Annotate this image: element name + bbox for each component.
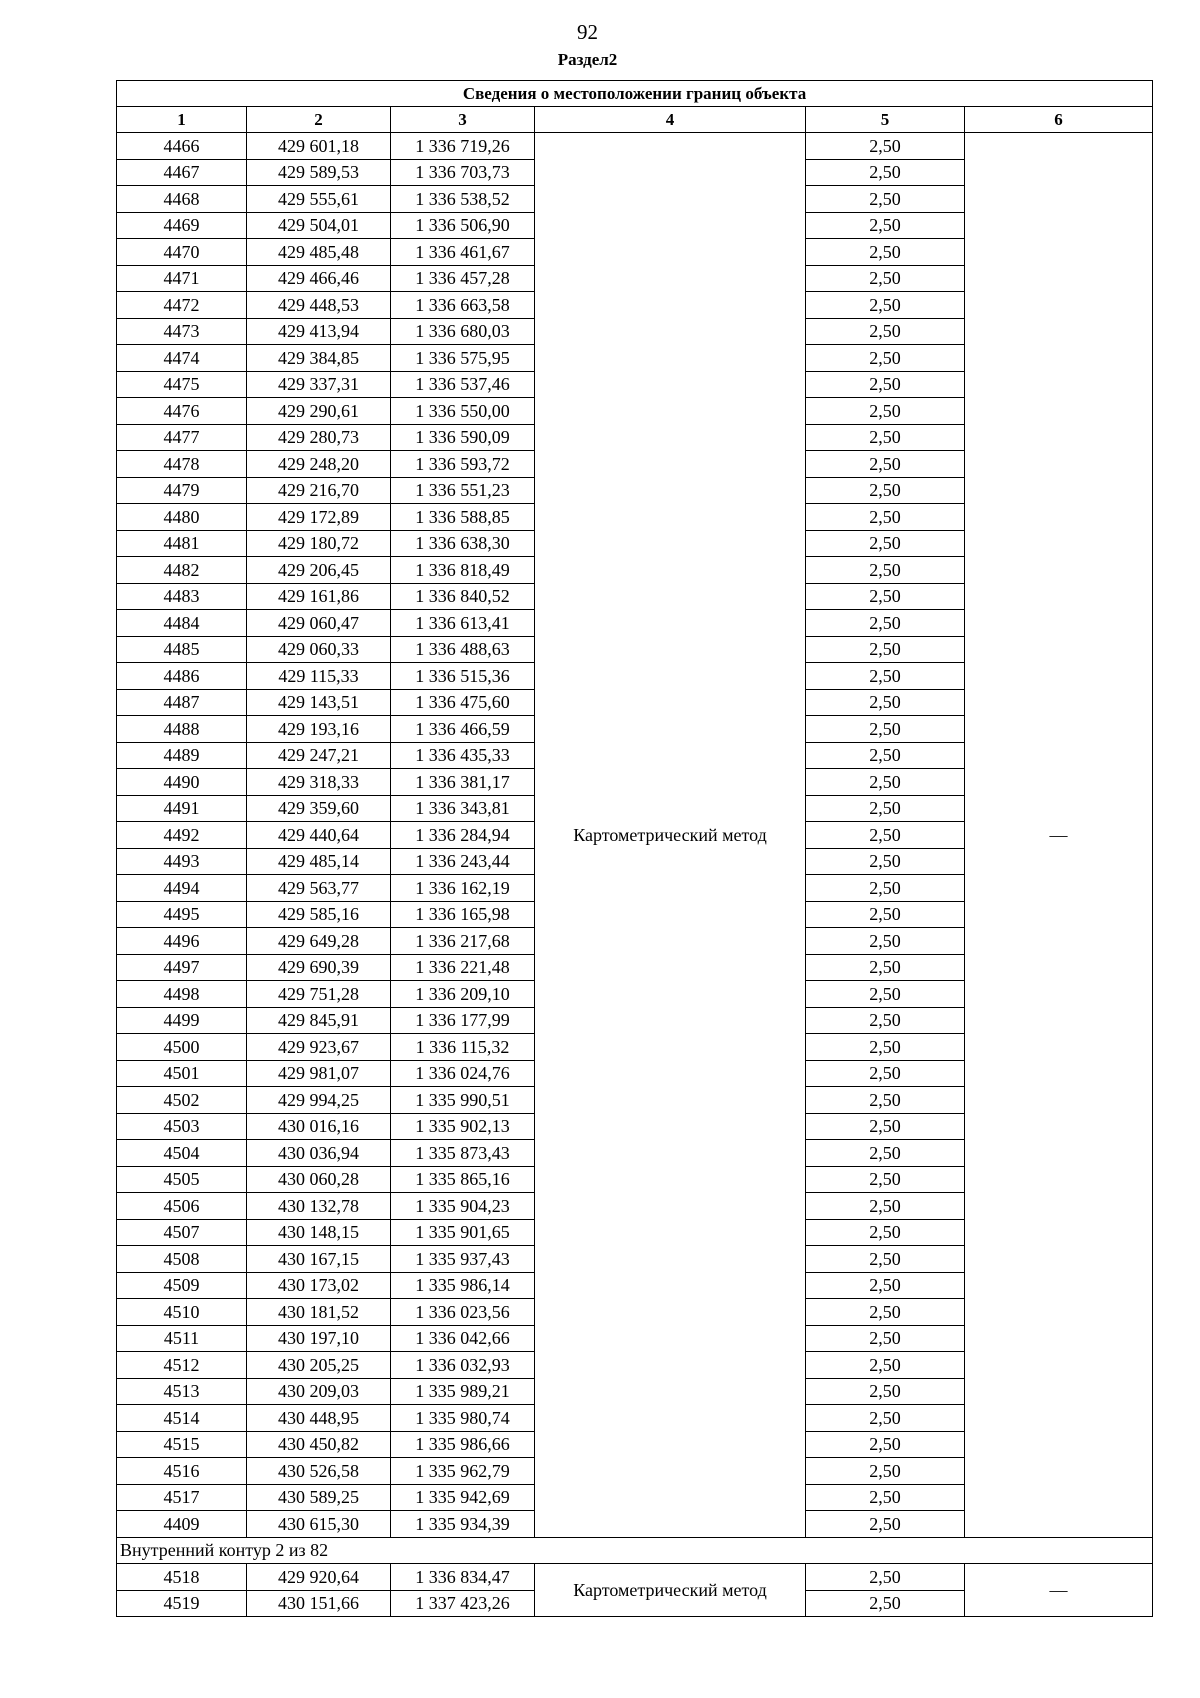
y-coordinate-cell: 1 336 575,95 (391, 345, 535, 372)
y-coordinate-cell: 1 336 209,10 (391, 981, 535, 1008)
x-coordinate-cell: 429 485,14 (247, 848, 391, 875)
y-coordinate-cell: 1 336 719,26 (391, 133, 535, 160)
x-coordinate-cell: 429 589,53 (247, 159, 391, 186)
accuracy-cell: 2,50 (806, 954, 965, 981)
x-coordinate-cell: 429 161,86 (247, 583, 391, 610)
x-coordinate-cell: 429 359,60 (247, 795, 391, 822)
accuracy-cell: 2,50 (806, 1405, 965, 1432)
accuracy-cell: 2,50 (806, 716, 965, 743)
y-coordinate-cell: 1 336 165,98 (391, 901, 535, 928)
y-coordinate-cell: 1 336 834,47 (391, 1564, 535, 1591)
y-coordinate-cell: 1 336 703,73 (391, 159, 535, 186)
y-coordinate-cell: 1 336 663,58 (391, 292, 535, 319)
accuracy-cell: 2,50 (806, 1564, 965, 1591)
point-number-cell: 4499 (117, 1007, 247, 1034)
point-number-cell: 4514 (117, 1405, 247, 1432)
x-coordinate-cell: 430 016,16 (247, 1113, 391, 1140)
accuracy-cell: 2,50 (806, 769, 965, 796)
accuracy-cell: 2,50 (806, 1060, 965, 1087)
x-coordinate-cell: 429 845,91 (247, 1007, 391, 1034)
x-coordinate-cell: 430 589,25 (247, 1484, 391, 1511)
page-number: 92 (577, 20, 598, 44)
x-coordinate-cell: 429 555,61 (247, 186, 391, 213)
x-coordinate-cell: 430 448,95 (247, 1405, 391, 1432)
y-coordinate-cell: 1 336 221,48 (391, 954, 535, 981)
x-coordinate-cell: 429 585,16 (247, 901, 391, 928)
accuracy-cell: 2,50 (806, 1246, 965, 1273)
point-number-cell: 4518 (117, 1564, 247, 1591)
point-number-cell: 4515 (117, 1431, 247, 1458)
x-coordinate-cell: 430 148,15 (247, 1219, 391, 1246)
x-coordinate-cell: 429 601,18 (247, 133, 391, 160)
y-coordinate-cell: 1 335 986,66 (391, 1431, 535, 1458)
y-coordinate-cell: 1 336 537,46 (391, 371, 535, 398)
accuracy-cell: 2,50 (806, 477, 965, 504)
y-coordinate-cell: 1 336 115,32 (391, 1034, 535, 1061)
x-coordinate-cell: 429 440,64 (247, 822, 391, 849)
point-number-cell: 4504 (117, 1140, 247, 1167)
point-number-cell: 4491 (117, 795, 247, 822)
point-number-cell: 4472 (117, 292, 247, 319)
point-number-cell: 4501 (117, 1060, 247, 1087)
y-coordinate-cell: 1 336 551,23 (391, 477, 535, 504)
point-number-cell: 4516 (117, 1458, 247, 1485)
x-coordinate-cell: 430 060,28 (247, 1166, 391, 1193)
x-coordinate-cell: 429 337,31 (247, 371, 391, 398)
point-number-cell: 4486 (117, 663, 247, 690)
x-coordinate-cell: 429 143,51 (247, 689, 391, 716)
column-header: 4 (535, 107, 806, 133)
accuracy-cell: 2,50 (806, 1166, 965, 1193)
y-coordinate-cell: 1 337 423,26 (391, 1590, 535, 1617)
point-number-cell: 4476 (117, 398, 247, 425)
x-coordinate-cell: 429 923,67 (247, 1034, 391, 1061)
accuracy-cell: 2,50 (806, 345, 965, 372)
y-coordinate-cell: 1 336 515,36 (391, 663, 535, 690)
x-coordinate-cell: 429 649,28 (247, 928, 391, 955)
accuracy-cell: 2,50 (806, 1431, 965, 1458)
accuracy-cell: 2,50 (806, 742, 965, 769)
x-coordinate-cell: 429 216,70 (247, 477, 391, 504)
y-coordinate-cell: 1 336 243,44 (391, 848, 535, 875)
x-coordinate-cell: 429 466,46 (247, 265, 391, 292)
x-coordinate-cell: 430 209,03 (247, 1378, 391, 1405)
point-number-cell: 4502 (117, 1087, 247, 1114)
x-coordinate-cell: 429 290,61 (247, 398, 391, 425)
point-number-cell: 4487 (117, 689, 247, 716)
y-coordinate-cell: 1 335 902,13 (391, 1113, 535, 1140)
y-coordinate-cell: 1 335 980,74 (391, 1405, 535, 1432)
y-coordinate-cell: 1 336 284,94 (391, 822, 535, 849)
accuracy-cell: 2,50 (806, 451, 965, 478)
point-number-cell: 4481 (117, 530, 247, 557)
x-coordinate-cell: 430 036,94 (247, 1140, 391, 1167)
accuracy-cell: 2,50 (806, 424, 965, 451)
accuracy-cell: 2,50 (806, 848, 965, 875)
accuracy-cell: 2,50 (806, 239, 965, 266)
y-coordinate-cell: 1 335 986,14 (391, 1272, 535, 1299)
accuracy-cell: 2,50 (806, 1325, 965, 1352)
y-coordinate-cell: 1 336 593,72 (391, 451, 535, 478)
y-coordinate-cell: 1 336 550,00 (391, 398, 535, 425)
y-coordinate-cell: 1 336 435,33 (391, 742, 535, 769)
accuracy-cell: 2,50 (806, 557, 965, 584)
y-coordinate-cell: 1 335 904,23 (391, 1193, 535, 1220)
point-number-cell: 4492 (117, 822, 247, 849)
point-number-cell: 4509 (117, 1272, 247, 1299)
y-coordinate-cell: 1 335 901,65 (391, 1219, 535, 1246)
y-coordinate-cell: 1 335 989,21 (391, 1378, 535, 1405)
description-cell: — (965, 133, 1153, 1538)
y-coordinate-cell: 1 336 461,67 (391, 239, 535, 266)
accuracy-cell: 2,50 (806, 1219, 965, 1246)
accuracy-cell: 2,50 (806, 398, 965, 425)
point-number-cell: 4474 (117, 345, 247, 372)
contour-label: Внутренний контур 2 из 82 (117, 1537, 1153, 1564)
x-coordinate-cell: 429 060,33 (247, 636, 391, 663)
point-number-cell: 4470 (117, 239, 247, 266)
accuracy-cell: 2,50 (806, 133, 965, 160)
x-coordinate-cell: 429 690,39 (247, 954, 391, 981)
accuracy-cell: 2,50 (806, 928, 965, 955)
accuracy-cell: 2,50 (806, 1193, 965, 1220)
x-coordinate-cell: 430 181,52 (247, 1299, 391, 1326)
accuracy-cell: 2,50 (806, 1299, 965, 1326)
method-cell: Картометрический метод (535, 1564, 806, 1617)
x-coordinate-cell: 430 526,58 (247, 1458, 391, 1485)
x-coordinate-cell: 429 384,85 (247, 345, 391, 372)
table-row (117, 133, 1153, 160)
point-number-cell: 4468 (117, 186, 247, 213)
point-number-cell: 4480 (117, 504, 247, 531)
point-number-cell: 4505 (117, 1166, 247, 1193)
point-number-cell: 4489 (117, 742, 247, 769)
accuracy-cell: 2,50 (806, 1140, 965, 1167)
accuracy-cell: 2,50 (806, 981, 965, 1008)
accuracy-cell: 2,50 (806, 795, 965, 822)
accuracy-cell: 2,50 (806, 663, 965, 690)
accuracy-cell: 2,50 (806, 1272, 965, 1299)
point-number-cell: 4488 (117, 716, 247, 743)
table-row (117, 1564, 1153, 1591)
accuracy-cell: 2,50 (806, 1034, 965, 1061)
y-coordinate-cell: 1 336 032,93 (391, 1352, 535, 1379)
point-number-cell: 4469 (117, 212, 247, 239)
x-coordinate-cell: 429 193,16 (247, 716, 391, 743)
y-coordinate-cell: 1 336 488,63 (391, 636, 535, 663)
column-header: 2 (247, 107, 391, 133)
point-number-cell: 4467 (117, 159, 247, 186)
accuracy-cell: 2,50 (806, 1113, 965, 1140)
point-number-cell: 4519 (117, 1590, 247, 1617)
x-coordinate-cell: 429 060,47 (247, 610, 391, 637)
accuracy-cell: 2,50 (806, 1352, 965, 1379)
x-coordinate-cell: 429 751,28 (247, 981, 391, 1008)
point-number-cell: 4497 (117, 954, 247, 981)
y-coordinate-cell: 1 336 506,90 (391, 212, 535, 239)
x-coordinate-cell: 429 318,33 (247, 769, 391, 796)
x-coordinate-cell: 429 180,72 (247, 530, 391, 557)
point-number-cell: 4479 (117, 477, 247, 504)
y-coordinate-cell: 1 336 538,52 (391, 186, 535, 213)
y-coordinate-cell: 1 336 613,41 (391, 610, 535, 637)
accuracy-cell: 2,50 (806, 504, 965, 531)
description-cell: — (965, 1564, 1153, 1617)
y-coordinate-cell: 1 335 934,39 (391, 1511, 535, 1538)
x-coordinate-cell: 430 615,30 (247, 1511, 391, 1538)
accuracy-cell: 2,50 (806, 1458, 965, 1485)
y-coordinate-cell: 1 336 343,81 (391, 795, 535, 822)
table-title: Сведения о местоположении границ объекта (117, 81, 1153, 107)
y-coordinate-cell: 1 335 873,43 (391, 1140, 535, 1167)
y-coordinate-cell: 1 336 023,56 (391, 1299, 535, 1326)
x-coordinate-cell: 429 206,45 (247, 557, 391, 584)
accuracy-cell: 2,50 (806, 159, 965, 186)
y-coordinate-cell: 1 336 042,66 (391, 1325, 535, 1352)
point-number-cell: 4485 (117, 636, 247, 663)
accuracy-cell: 2,50 (806, 822, 965, 849)
y-coordinate-cell: 1 336 217,68 (391, 928, 535, 955)
y-coordinate-cell: 1 335 990,51 (391, 1087, 535, 1114)
y-coordinate-cell: 1 336 381,17 (391, 769, 535, 796)
x-coordinate-cell: 429 115,33 (247, 663, 391, 690)
accuracy-cell: 2,50 (806, 1378, 965, 1405)
x-coordinate-cell: 429 504,01 (247, 212, 391, 239)
y-coordinate-cell: 1 335 937,43 (391, 1246, 535, 1273)
x-coordinate-cell: 429 981,07 (247, 1060, 391, 1087)
x-coordinate-cell: 429 247,21 (247, 742, 391, 769)
y-coordinate-cell: 1 335 942,69 (391, 1484, 535, 1511)
y-coordinate-cell: 1 335 962,79 (391, 1458, 535, 1485)
x-coordinate-cell: 429 920,64 (247, 1564, 391, 1591)
accuracy-cell: 2,50 (806, 1007, 965, 1034)
point-number-cell: 4498 (117, 981, 247, 1008)
y-coordinate-cell: 1 336 162,19 (391, 875, 535, 902)
x-coordinate-cell: 429 172,89 (247, 504, 391, 531)
point-number-cell: 4475 (117, 371, 247, 398)
x-coordinate-cell: 430 132,78 (247, 1193, 391, 1220)
y-coordinate-cell: 1 336 024,76 (391, 1060, 535, 1087)
accuracy-cell: 2,50 (806, 186, 965, 213)
accuracy-cell: 2,50 (806, 1590, 965, 1617)
y-coordinate-cell: 1 336 177,99 (391, 1007, 535, 1034)
accuracy-cell: 2,50 (806, 318, 965, 345)
x-coordinate-cell: 430 173,02 (247, 1272, 391, 1299)
x-coordinate-cell: 430 167,15 (247, 1246, 391, 1273)
point-number-cell: 4473 (117, 318, 247, 345)
method-cell: Картометрический метод (535, 133, 806, 1538)
point-number-cell: 4510 (117, 1299, 247, 1326)
x-coordinate-cell: 429 413,94 (247, 318, 391, 345)
y-coordinate-cell: 1 336 475,60 (391, 689, 535, 716)
accuracy-cell: 2,50 (806, 610, 965, 637)
accuracy-cell: 2,50 (806, 212, 965, 239)
x-coordinate-cell: 430 450,82 (247, 1431, 391, 1458)
point-number-cell: 4512 (117, 1352, 247, 1379)
contour-row (117, 1537, 1153, 1564)
point-number-cell: 4500 (117, 1034, 247, 1061)
accuracy-cell: 2,50 (806, 583, 965, 610)
x-coordinate-cell: 430 197,10 (247, 1325, 391, 1352)
accuracy-cell: 2,50 (806, 875, 965, 902)
accuracy-cell: 2,50 (806, 1511, 965, 1538)
point-number-cell: 4466 (117, 133, 247, 160)
accuracy-cell: 2,50 (806, 1484, 965, 1511)
x-coordinate-cell: 429 280,73 (247, 424, 391, 451)
point-number-cell: 4508 (117, 1246, 247, 1273)
x-coordinate-cell: 430 205,25 (247, 1352, 391, 1379)
y-coordinate-cell: 1 336 840,52 (391, 583, 535, 610)
accuracy-cell: 2,50 (806, 1087, 965, 1114)
point-number-cell: 4513 (117, 1378, 247, 1405)
x-coordinate-cell: 429 448,53 (247, 292, 391, 319)
column-header: 3 (391, 107, 535, 133)
x-coordinate-cell: 429 248,20 (247, 451, 391, 478)
point-number-cell: 4506 (117, 1193, 247, 1220)
x-coordinate-cell: 429 994,25 (247, 1087, 391, 1114)
point-number-cell: 4511 (117, 1325, 247, 1352)
x-coordinate-cell: 430 151,66 (247, 1590, 391, 1617)
accuracy-cell: 2,50 (806, 292, 965, 319)
y-coordinate-cell: 1 336 466,59 (391, 716, 535, 743)
accuracy-cell: 2,50 (806, 371, 965, 398)
y-coordinate-cell: 1 336 590,09 (391, 424, 535, 451)
point-number-cell: 4477 (117, 424, 247, 451)
column-header: 6 (965, 107, 1153, 133)
y-coordinate-cell: 1 336 680,03 (391, 318, 535, 345)
y-coordinate-cell: 1 336 588,85 (391, 504, 535, 531)
accuracy-cell: 2,50 (806, 265, 965, 292)
point-number-cell: 4471 (117, 265, 247, 292)
point-number-cell: 4517 (117, 1484, 247, 1511)
accuracy-cell: 2,50 (806, 530, 965, 557)
point-number-cell: 4494 (117, 875, 247, 902)
y-coordinate-cell: 1 335 865,16 (391, 1166, 535, 1193)
point-number-cell: 4503 (117, 1113, 247, 1140)
accuracy-cell: 2,50 (806, 636, 965, 663)
point-number-cell: 4409 (117, 1511, 247, 1538)
x-coordinate-cell: 429 485,48 (247, 239, 391, 266)
section-title: Раздел2 (557, 50, 618, 69)
y-coordinate-cell: 1 336 457,28 (391, 265, 535, 292)
accuracy-cell: 2,50 (806, 689, 965, 716)
point-number-cell: 4483 (117, 583, 247, 610)
point-number-cell: 4496 (117, 928, 247, 955)
column-header: 5 (806, 107, 965, 133)
point-number-cell: 4507 (117, 1219, 247, 1246)
point-number-cell: 4478 (117, 451, 247, 478)
point-number-cell: 4495 (117, 901, 247, 928)
point-number-cell: 4482 (117, 557, 247, 584)
column-header: 1 (117, 107, 247, 133)
y-coordinate-cell: 1 336 818,49 (391, 557, 535, 584)
accuracy-cell: 2,50 (806, 901, 965, 928)
x-coordinate-cell: 429 563,77 (247, 875, 391, 902)
point-number-cell: 4493 (117, 848, 247, 875)
point-number-cell: 4484 (117, 610, 247, 637)
boundary-table (116, 80, 1153, 1617)
point-number-cell: 4490 (117, 769, 247, 796)
y-coordinate-cell: 1 336 638,30 (391, 530, 535, 557)
